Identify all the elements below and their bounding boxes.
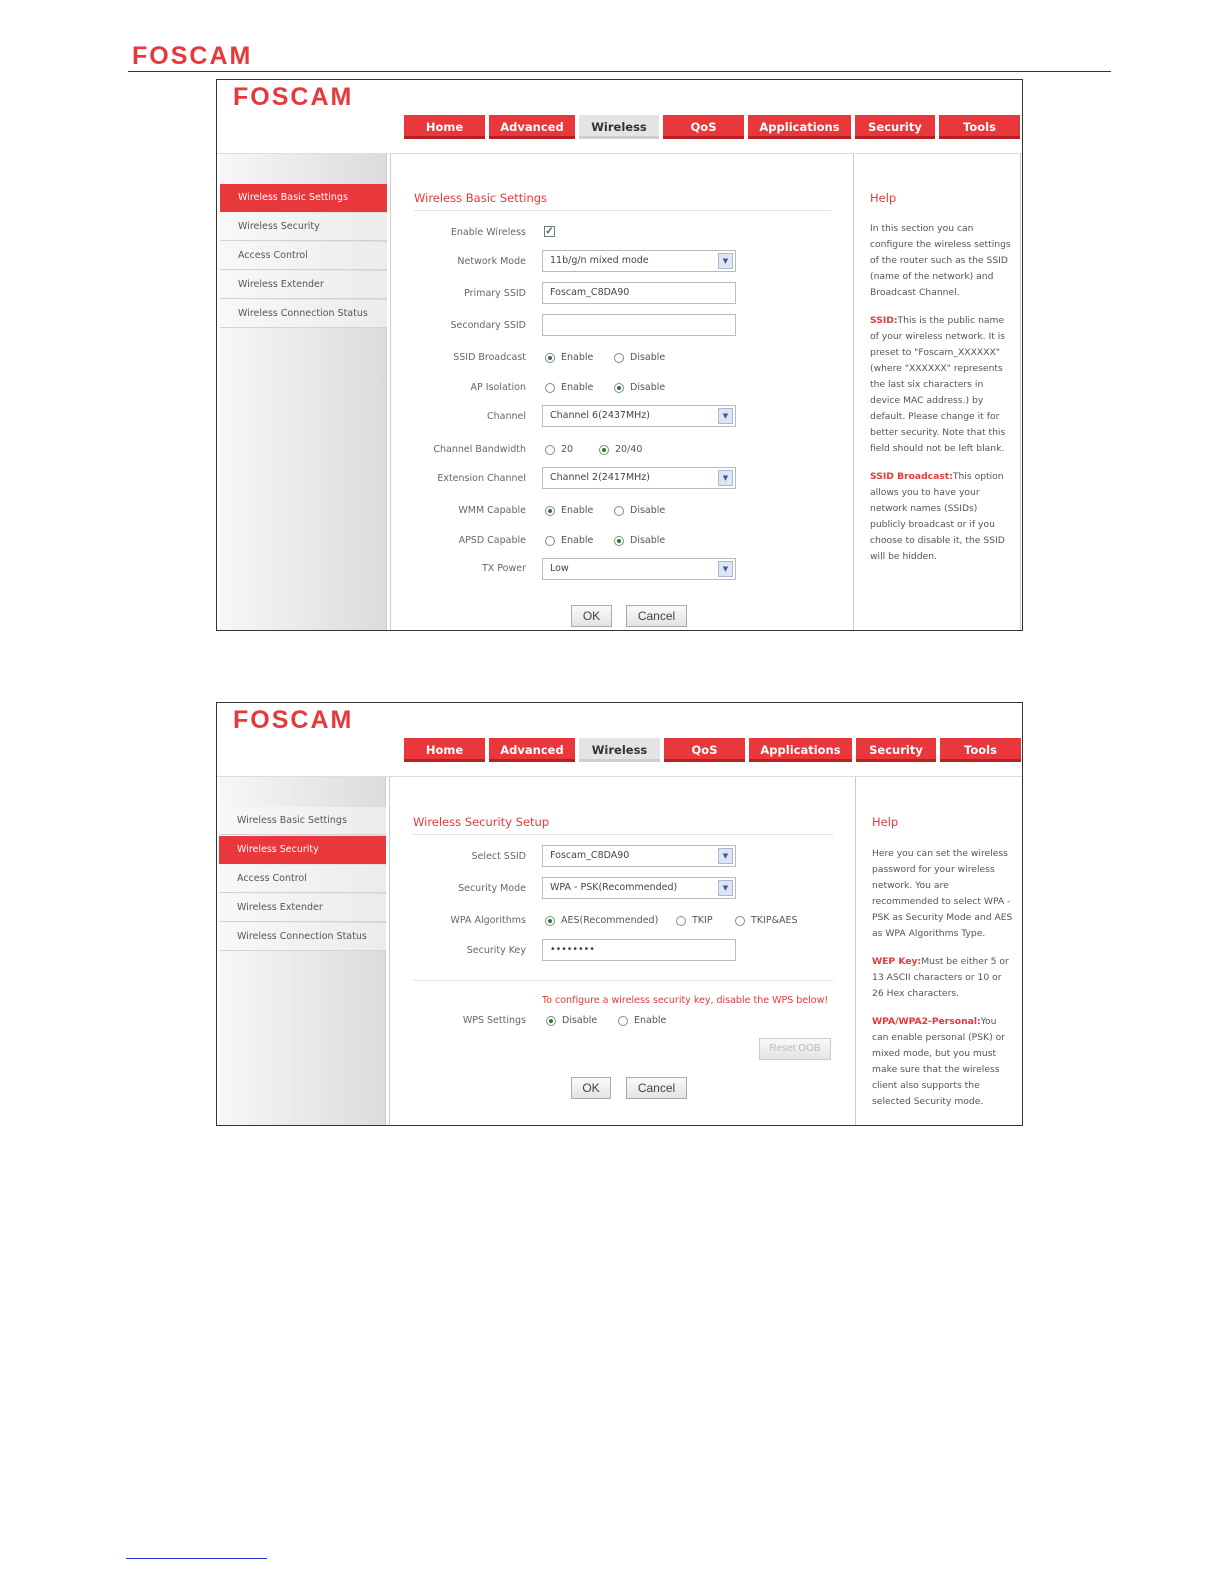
tab-applications[interactable]: Applications (748, 115, 851, 139)
network-mode-label: Network Mode (457, 256, 526, 267)
ok-button[interactable]: OK (571, 1077, 611, 1099)
wmm-enable-radio[interactable] (545, 506, 555, 516)
sidebar-item-wireless-connection-status[interactable]: Wireless Connection Status (220, 300, 387, 328)
wmm-disable-radio[interactable] (614, 506, 624, 516)
tab-advanced[interactable]: Advanced (489, 115, 575, 139)
help-wep-text: Must be either 5 or 13 ASCII characters or 10 or 26 Hex characters. (872, 956, 1009, 999)
section-rule (413, 834, 833, 835)
cancel-button[interactable]: Cancel (626, 605, 687, 627)
checkmark-icon: ✓ (545, 226, 554, 237)
apsd-enable-radio[interactable] (545, 536, 555, 546)
section-title: Wireless Basic Settings (414, 191, 548, 205)
settings-panel (390, 154, 854, 630)
wps-enable-radio[interactable] (618, 1016, 628, 1026)
ssid-broadcast-disable-label: Disable (630, 352, 666, 363)
help-wpa-key: WPA/WPA2-Personal: (872, 1016, 981, 1027)
security-key-label: Security Key (466, 945, 526, 956)
primary-ssid-input[interactable]: Foscam_C8DA90 (542, 282, 736, 304)
tab-applications[interactable]: Applications (749, 738, 852, 762)
wpa-tkip-label: TKIP (692, 915, 713, 926)
help-wpa-text: You can enable personal (PSK) or mixed mode, but you must make sure that the wireless client also supports the selected Security mode. (872, 1016, 1005, 1107)
ap-isolation-enable-label: Enable (561, 382, 594, 393)
section-rule (414, 210, 831, 211)
wps-enable-label: Enable (634, 1015, 667, 1026)
tab-home[interactable]: Home (404, 738, 485, 762)
select-ssid-select[interactable] (542, 845, 736, 867)
sidebar-item-wireless-basic-settings[interactable]: Wireless Basic Settings (219, 807, 386, 835)
apsd-disable-label: Disable (630, 535, 666, 546)
help-title: Help (872, 815, 899, 829)
bandwidth-20-radio[interactable] (545, 445, 555, 455)
app-logo: FOSCAM (233, 83, 354, 111)
sidebar-item-access-control[interactable]: Access Control (220, 242, 387, 270)
wpa-tkipaes-label: TKIP&AES (751, 915, 798, 926)
screenshot-wireless-security (216, 702, 1023, 1126)
help-wpa (872, 1014, 1014, 1110)
tx-power-select[interactable] (542, 558, 736, 580)
chevron-down-icon: ▼ (718, 848, 733, 864)
help-ssid-key: SSID: (870, 315, 898, 326)
screenshot-wireless-basic (216, 79, 1023, 631)
extension-channel-label: Extension Channel (437, 473, 526, 484)
wmm-disable-label: Disable (630, 505, 666, 516)
help-wep-key: WEP Key: (872, 956, 922, 967)
ssid-broadcast-label: SSID Broadcast (453, 352, 526, 363)
wpa-tkip-radio[interactable] (676, 916, 686, 926)
primary-ssid-label: Primary SSID (464, 288, 526, 299)
tab-tools[interactable]: Tools (939, 115, 1020, 139)
app-logo: FOSCAM (233, 706, 354, 734)
network-mode-select[interactable] (542, 250, 736, 272)
security-mode-value: WPA - PSK(Recommended) (550, 882, 678, 893)
security-mode-label: Security Mode (458, 883, 526, 894)
tab-tools[interactable]: Tools (940, 738, 1021, 762)
help-panel (856, 777, 1023, 1125)
select-ssid-label: Select SSID (471, 851, 526, 862)
help-broadcast-key: SSID Broadcast: (870, 471, 953, 482)
help-text (870, 221, 1012, 577)
wpa-algorithms-label: WPA Algorithms (450, 915, 526, 926)
ap-isolation-disable-label: Disable (630, 382, 666, 393)
bandwidth-20-label: 20 (561, 444, 574, 455)
enable-wireless-checkbox[interactable] (544, 226, 555, 237)
apsd-capable-label: APSD Capable (458, 535, 526, 546)
ap-isolation-enable-radio[interactable] (545, 383, 555, 393)
secondary-ssid-input[interactable] (542, 314, 736, 336)
tab-advanced[interactable]: Advanced (489, 738, 575, 762)
sidebar (219, 777, 386, 1125)
wps-divider (413, 980, 833, 981)
wps-disable-label: Disable (562, 1015, 598, 1026)
extension-channel-value: Channel 2(2417MHz) (550, 472, 650, 483)
channel-value: Channel 6(2437MHz) (550, 410, 650, 421)
chevron-down-icon: ▼ (718, 561, 733, 577)
apsd-disable-radio[interactable] (614, 536, 624, 546)
help-intro: Here you can set the wireless password for your wireless network. You are recommended to select WPA -PSK as Security Mode and AES as WPA Algorithms Type. (872, 848, 1013, 939)
tab-security[interactable]: Security (856, 738, 936, 762)
tx-power-value: Low (550, 563, 569, 574)
help-broadcast-text: This option allows you to have your network names (SSIDs) publicly broadcast or if you choose to disable it, the SSID will be hidden. (870, 471, 1005, 562)
wpa-aes-label: AES(Recommended) (561, 915, 659, 926)
help-intro: In this section you can configure the wireless settings of the router such as the SSID (name of the network) and Broadcast Channel. (870, 223, 1011, 298)
wps-warning: To configure a wireless security key, disable the WPS below! (542, 995, 829, 1006)
sidebar-item-wireless-extender[interactable]: Wireless Extender (219, 894, 386, 922)
sidebar-item-wireless-extender[interactable]: Wireless Extender (220, 271, 387, 299)
select-ssid-value: Foscam_C8DA90 (550, 850, 630, 861)
settings-panel (389, 777, 856, 1125)
chevron-down-icon: ▼ (718, 408, 733, 424)
tab-wireless[interactable]: Wireless (579, 738, 660, 762)
sidebar-item-wireless-security[interactable]: Wireless Security (219, 836, 386, 864)
tab-qos[interactable]: QoS (663, 115, 744, 139)
bandwidth-2040-label: 20/40 (615, 444, 643, 455)
sidebar-item-access-control[interactable]: Access Control (219, 865, 386, 893)
help-ssid-text: This is the public name of your wireless network. It is preset to "Foscam_XXXXXX" (where "XXXXXX" represents the last six characters in device MAC address.) by default. Please change it for better security. Note that this field should not be left blank. (870, 315, 1006, 454)
ssid-broadcast-enable-radio[interactable] (545, 353, 555, 363)
help-broadcast (870, 469, 1012, 565)
enable-wireless-label: Enable Wireless (450, 227, 526, 238)
tab-home[interactable]: Home (404, 115, 485, 139)
ssid-broadcast-enable-label: Enable (561, 352, 594, 363)
apsd-enable-label: Enable (561, 535, 594, 546)
help-title: Help (870, 191, 897, 205)
sidebar-item-wireless-basic-settings[interactable]: Wireless Basic Settings (220, 184, 387, 212)
bandwidth-2040-radio[interactable] (599, 445, 609, 455)
tab-security[interactable]: Security (855, 115, 935, 139)
document-logo: FOSCAM (132, 42, 253, 70)
ap-isolation-disable-radio[interactable] (614, 383, 624, 393)
tx-power-label: TX Power (481, 563, 526, 574)
header-rule (128, 71, 1111, 72)
sidebar-item-wireless-security[interactable]: Wireless Security (220, 213, 387, 241)
security-mode-select[interactable] (542, 877, 736, 899)
wmm-enable-label: Enable (561, 505, 594, 516)
ap-isolation-label: AP Isolation (470, 382, 526, 393)
tab-wireless[interactable]: Wireless (579, 115, 659, 139)
network-mode-value: 11b/g/n mixed mode (550, 255, 649, 266)
help-text (872, 846, 1014, 1122)
chevron-down-icon: ▼ (718, 253, 733, 269)
channel-bandwidth-label: Channel Bandwidth (433, 444, 526, 455)
reset-oob-button[interactable]: Reset OOB (759, 1038, 831, 1060)
help-panel (854, 154, 1021, 630)
extension-channel-select[interactable] (542, 467, 736, 489)
sidebar-item-wireless-connection-status[interactable]: Wireless Connection Status (219, 923, 386, 951)
help-ssid (870, 313, 1012, 457)
tab-qos[interactable]: QoS (664, 738, 745, 762)
channel-select[interactable] (542, 405, 736, 427)
ok-button[interactable]: OK (571, 605, 612, 627)
cancel-button[interactable]: Cancel (626, 1077, 687, 1099)
wps-settings-label: WPS Settings (462, 1015, 526, 1026)
help-wep (872, 954, 1014, 1002)
wps-disable-radio[interactable] (546, 1016, 556, 1026)
security-key-input[interactable]: •••••••• (542, 939, 736, 961)
secondary-ssid-label: Secondary SSID (450, 320, 526, 331)
ssid-broadcast-disable-radio[interactable] (614, 353, 624, 363)
footer-link-underline (126, 1558, 267, 1559)
sidebar (220, 154, 387, 630)
wmm-capable-label: WMM Capable (458, 505, 526, 516)
wpa-tkipaes-radio[interactable] (735, 916, 745, 926)
section-title: Wireless Security Setup (413, 815, 550, 829)
wpa-aes-radio[interactable] (545, 916, 555, 926)
channel-label: Channel (486, 411, 526, 422)
chevron-down-icon: ▼ (718, 470, 733, 486)
chevron-down-icon: ▼ (718, 880, 733, 896)
